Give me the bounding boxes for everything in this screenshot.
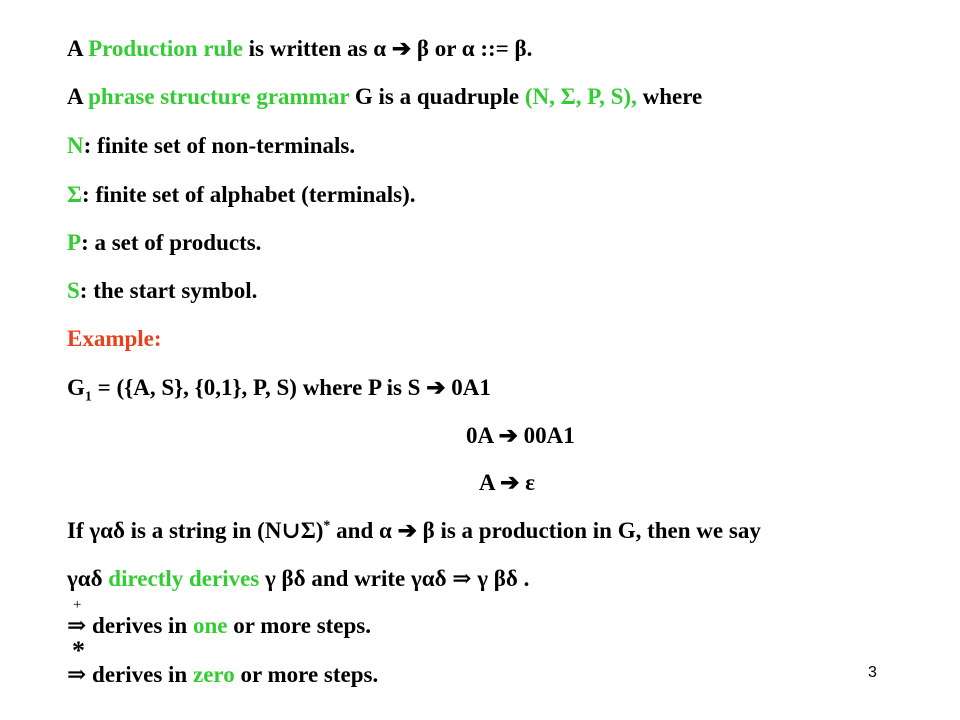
- example-rule-3: A ➔ ε: [479, 470, 535, 495]
- term-production-rule: Production rule: [88, 36, 243, 61]
- example-rule-2: 0A ➔ 00A1: [466, 423, 575, 448]
- derives-arrow-icon: ⇒: [67, 613, 87, 638]
- term-phrase-structure-grammar: phrase structure grammar: [88, 84, 350, 109]
- if-statement-line: If γαδ is a string in (N∪Σ)* and α ➔ β is a production in G, then we say: [67, 518, 761, 543]
- def-products: P: a set of products.: [67, 230, 262, 255]
- plus-mark: +: [73, 597, 82, 613]
- term-directly-derives: directly derives: [108, 566, 260, 591]
- quadruple: (N, Σ, P, S),: [524, 84, 637, 109]
- term-zero: zero: [192, 662, 235, 687]
- term-one: one: [192, 613, 228, 638]
- directly-derives-line: γαδ directly derives γ βδ and write γαδ ⇒ γ βδ .: [67, 566, 530, 591]
- slide-number: 3: [868, 664, 877, 681]
- grammar-definition-line: A phrase structure grammar G is a quadruple (N, Σ, P, S), where: [67, 84, 703, 109]
- star-mark: *: [72, 636, 85, 665]
- def-alphabet: Σ: finite set of alphabet (terminals).: [67, 182, 416, 207]
- def-nonterminals: N: finite set of non-terminals.: [67, 133, 356, 158]
- derives-zero-or-more-line: ⇒ derives in zero or more steps.: [67, 662, 379, 687]
- def-start-symbol: S: the start symbol.: [67, 278, 258, 303]
- example-label: Example:: [67, 326, 162, 351]
- production-rule-line: A Production rule is written as α ➔ β or α ::= β.: [67, 36, 533, 61]
- derives-arrow-icon: ⇒: [67, 662, 87, 687]
- derives-one-or-more-line: ⇒ derives in one or more steps.: [67, 613, 371, 638]
- example-grammar: $G_1 = (\{A$, S}, {0,1}, P, S) where P is S ➔ 0A1: [67, 375, 491, 405]
